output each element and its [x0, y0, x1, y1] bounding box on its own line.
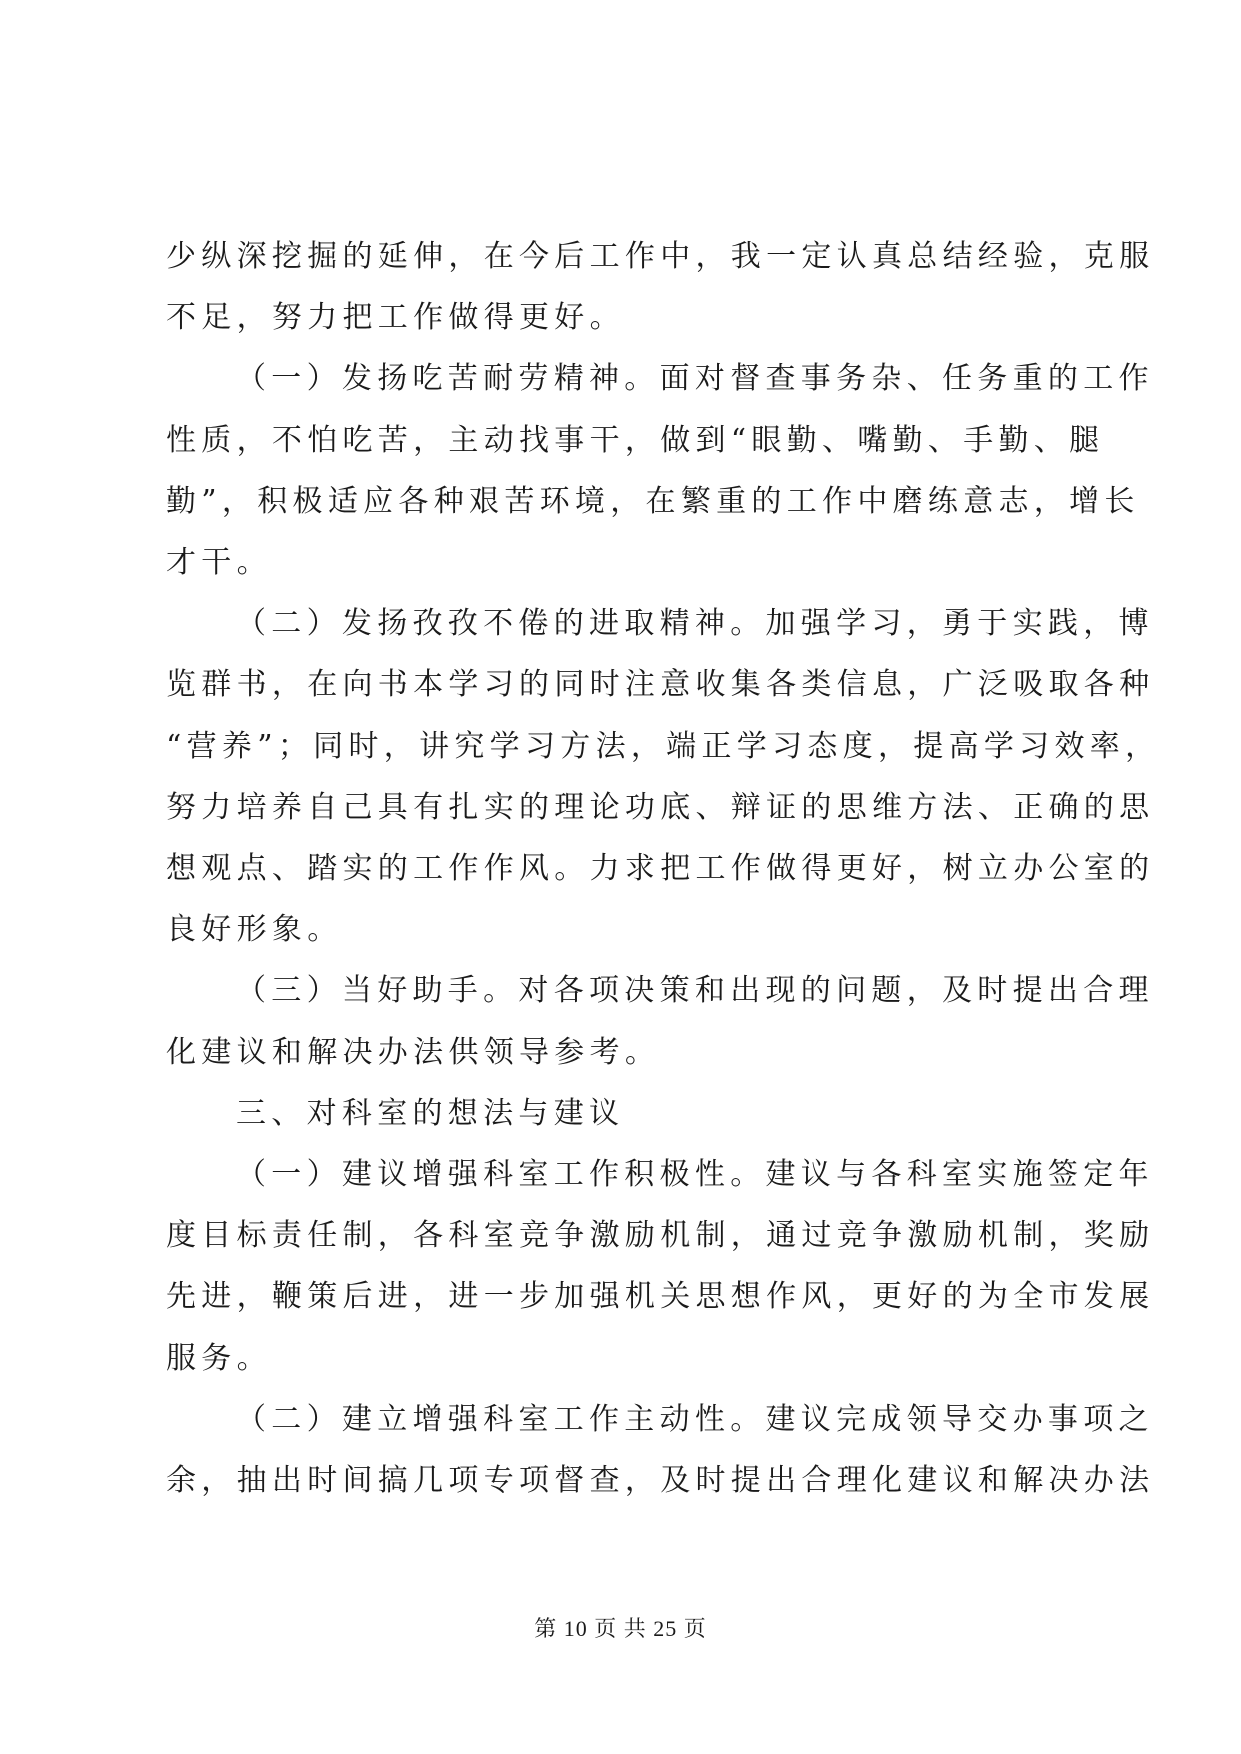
document-body [166, 226, 1161, 1511]
text-line: 勤”，积极适应各种艰苦环境，在繁重的工作中磨练意志，增长 [166, 483, 1140, 519]
text-line: 余，抽出时间搞几项专项督查，及时提出合理化建议和解决办法 [166, 1463, 1155, 1499]
paragraph [166, 960, 1154, 1082]
text-line: 不足，努力把工作做得更好。 [166, 300, 625, 336]
text-line: 度目标责任制，各科室竞争激励机制，通过竞争激励机制，奖励 [166, 1218, 1155, 1254]
text-line: “营养”；同时，讲究学习方法，端正学习态度，提高学习效率， [166, 728, 1161, 764]
text-line: 先进，鞭策后进，进一步加强机关思想作风，更好的为全市发展 [166, 1279, 1155, 1315]
text-line: （二）发扬孜孜不倦的进取精神。加强学习，勇于实践，博 [236, 606, 1154, 642]
text-line: 服务。 [166, 1340, 272, 1376]
text-line: 览群书，在向书本学习的同时注意收集各类信息，广泛吸取各种 [166, 667, 1155, 703]
paragraph [166, 348, 1154, 593]
text-line: 良好形象。 [166, 912, 343, 948]
paragraph [166, 1389, 1155, 1511]
text-line: （二）建立增强科室工作主动性。建议完成领导交办事项之 [236, 1401, 1154, 1437]
text-line: 努力培养自己具有扎实的理论功底、辩证的思维方法、正确的思 [166, 789, 1155, 825]
text-line: （一）发扬吃苦耐劳精神。面对督查事务杂、任务重的工作 [236, 361, 1154, 397]
paragraph [166, 593, 1161, 960]
text-line: 三、对科室的想法与建议 [236, 1095, 625, 1131]
text-line: 化建议和解决办法供领导参考。 [166, 1034, 661, 1070]
paragraph [166, 1144, 1155, 1389]
text-line: 性质，不怕吃苦，主动找事干，做到“眼勤、嘴勤、手勤、腿 [166, 422, 1105, 458]
text-line: 想观点、踏实的工作作风。力求把工作做得更好，树立办公室的 [166, 851, 1155, 887]
paragraph [166, 1083, 1078, 1144]
paragraph [166, 226, 1155, 348]
page-footer: 第 10 页 共 25 页 [534, 1616, 707, 1641]
text-line: 少纵深挖掘的延伸，在今后工作中，我一定认真总结经验，克服 [166, 239, 1155, 274]
text-line: （三）当好助手。对各项决策和出现的问题，及时提出合理 [236, 973, 1154, 1009]
text-line: 才干。 [166, 545, 272, 581]
text-line: （一）建议增强科室工作积极性。建议与各科室实施签定年 [236, 1157, 1154, 1193]
